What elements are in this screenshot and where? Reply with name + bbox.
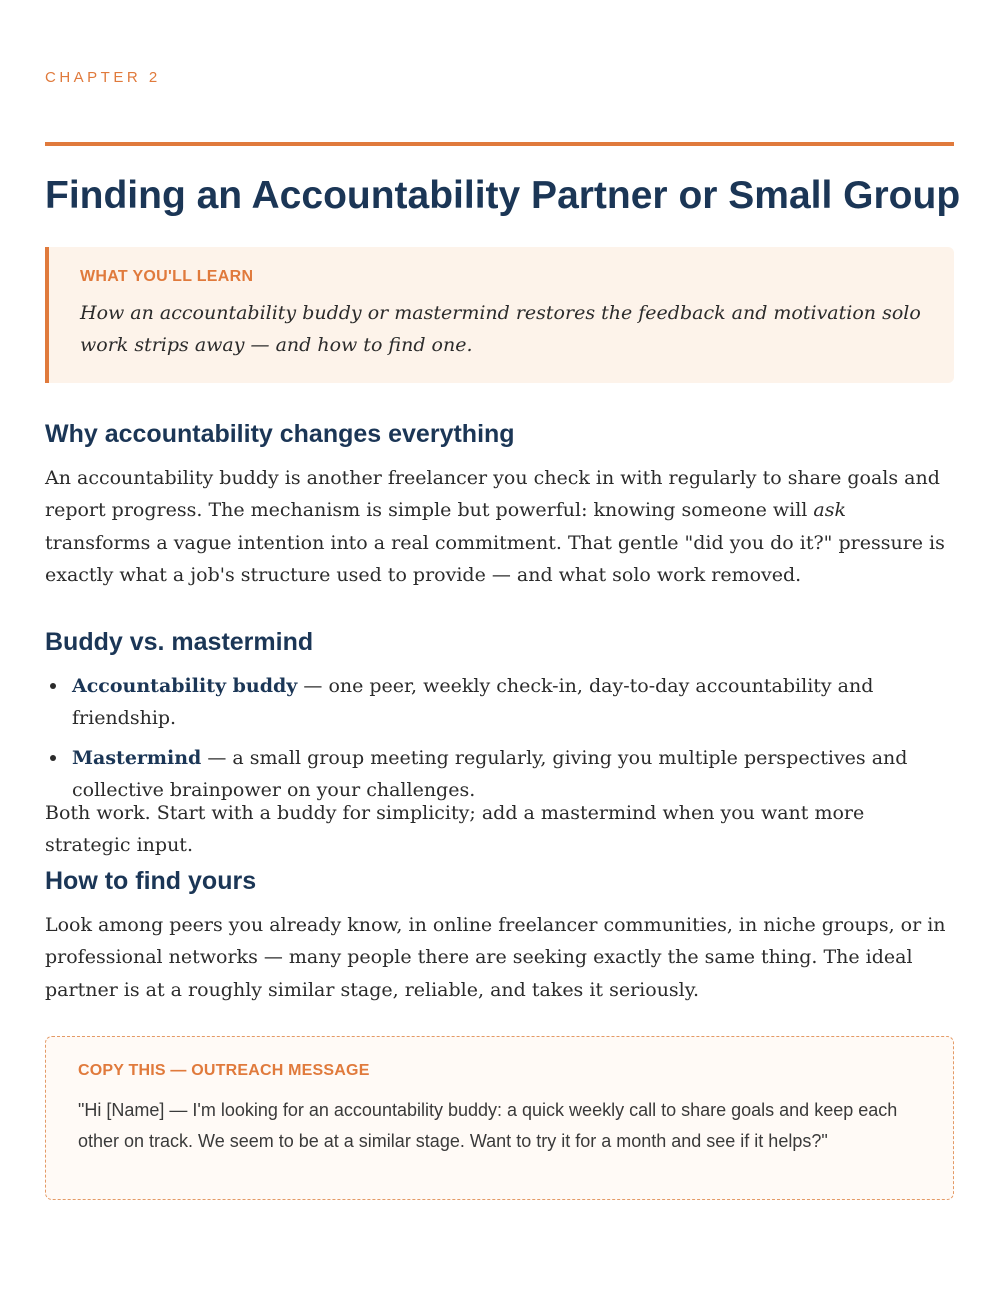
list-item-term: Mastermind (72, 746, 202, 769)
comparison-list (45, 670, 954, 813)
outreach-template-label: COPY THIS — OUTREACH MESSAGE (78, 1062, 370, 1079)
list-item-description: — one peer, weekly check-in, day-to-day accountability and friendship. (72, 675, 874, 730)
paragraph-text: An accountability buddy is another freelancer you check in with regularly to share goals and report progress. The mechanism is simple but powerful: knowing someone will (45, 467, 940, 522)
paragraph-text: transforms a vague intention into a real commitment. That gentle "did you do it?" pressure is exactly what a job's structure used to provide — and what solo work removed. (45, 531, 945, 586)
chapter-label: CHAPTER 2 (45, 69, 161, 86)
outreach-template-text[interactable]: "Hi [Name] — I'm looking for an accountability buddy: a quick weekly call to share goals and keep each other on track. We seem to be at a similar stage. Want to try it for a month and see if it helps?" (78, 1100, 898, 1151)
chapter-divider (45, 142, 954, 146)
section-heading-find: How to find yours (45, 867, 257, 895)
section-heading-why: Why accountability changes everything (45, 420, 515, 448)
learning-callout (45, 247, 954, 383)
page-title: Finding an Accountability Partner or Small Group (45, 174, 961, 217)
list-item-description: — a small group meeting regularly, giving you multiple perspectives and collective brainpower on your challenges. (72, 746, 908, 801)
list-item-term: Accountability buddy (72, 675, 298, 697)
section-paragraph-find: Look among peers you already know, in online freelancer communities, in niche groups, or in professional networks — many people there are seeking exactly the same thing. The ideal partner is at a roughly similar stage, reliable, and takes it seriously. (45, 914, 946, 1001)
section-closing-paragraph: Both work. Start with a buddy for simplicity; add a mastermind when you want more strategic input. (45, 802, 865, 857)
learning-callout-label: WHAT YOU'LL LEARN (80, 268, 254, 285)
outreach-template-box (45, 1036, 954, 1200)
emphasis-text: ask (813, 499, 847, 522)
bullet-icon (50, 755, 56, 761)
learning-callout-text: How an accountability buddy or mastermind restores the feedback and motivation solo work strips away — and how to find one. (80, 302, 921, 356)
list-item (45, 670, 954, 735)
bullet-icon (50, 683, 56, 689)
section-paragraph-why (45, 462, 954, 591)
section-heading-buddy-vs-mastermind: Buddy vs. mastermind (45, 628, 314, 656)
